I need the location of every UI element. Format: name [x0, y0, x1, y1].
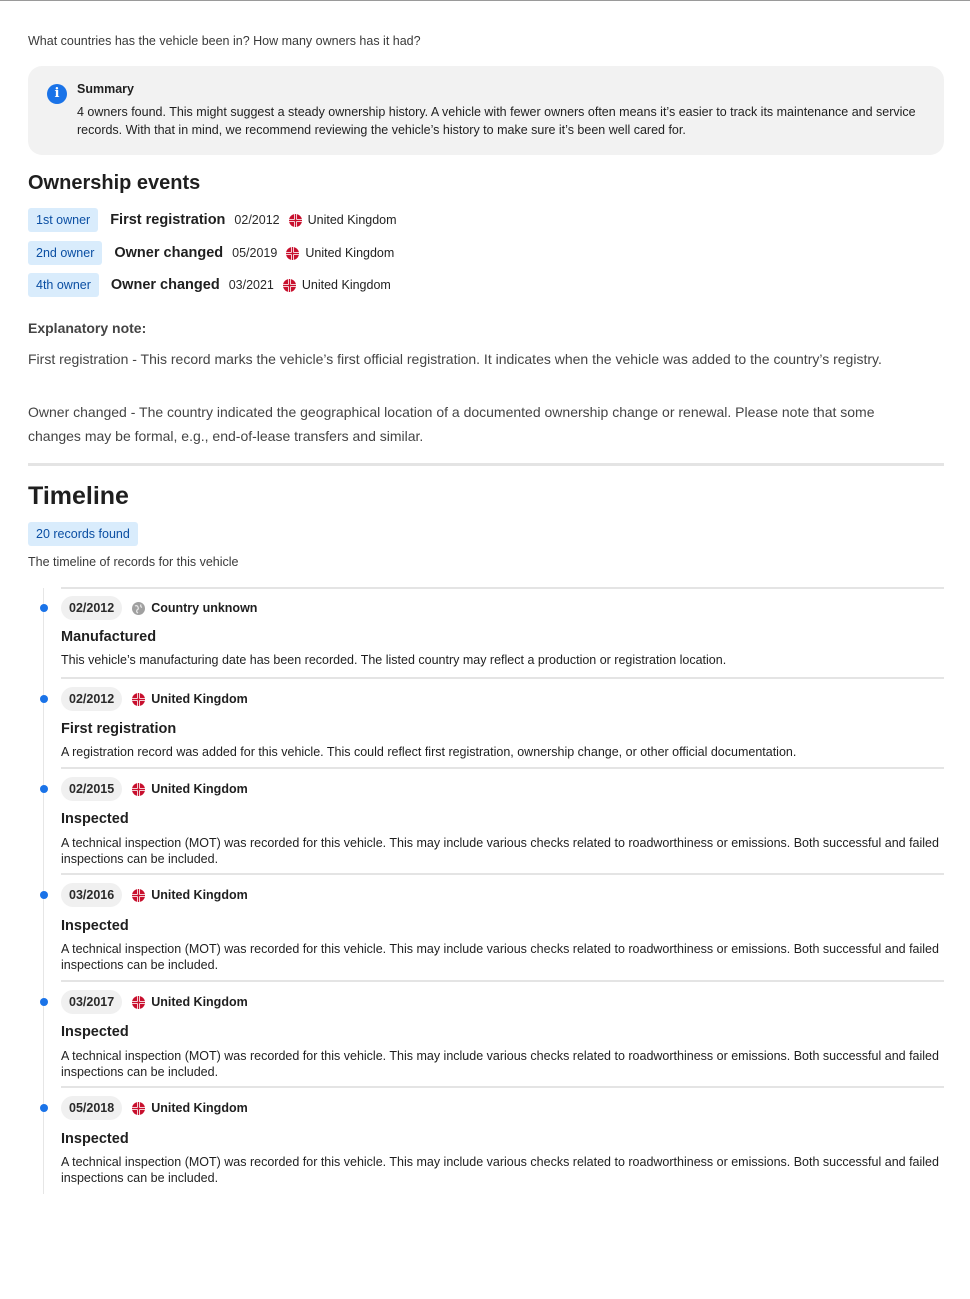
timeline-item-title: Inspected [61, 918, 129, 934]
event-date: 05/2019 [232, 246, 278, 260]
timeline-item-description: This vehicle’s manufacturing date has been recorded. The listed country may reflect a production or registration location. [61, 653, 727, 667]
timeline-item [61, 1086, 944, 1194]
timeline-item-title: Inspected [61, 1131, 129, 1147]
summary-text: 4 owners found. This might suggest a steady ownership history. A vehicle with fewer owners often means it’s easier to track its maintenance and service records. With that in mind, we recommend reviewing the vehicle’s history to make sure it’s been well cared for. [77, 105, 916, 137]
timeline-item-description: A technical inspection (MOT) was recorded for this vehicle. This may include various checks related to roadworthiness or emissions. Both successful and failed inspections can be included. [61, 942, 939, 972]
ownership-event [28, 273, 391, 297]
uk-flag-icon [132, 889, 145, 902]
intro-text: What countries has the vehicle been in? How many owners has it had? [28, 34, 421, 48]
timeline-country: United Kingdom [151, 995, 248, 1009]
explanatory-note-paragraph: First registration - This record marks the vehicle’s first official registration. It indicates when the vehicle was added to the country’s registry. [28, 351, 882, 367]
timeline-item [61, 587, 944, 678]
explanatory-note-paragraph: Owner changed - The country indicated the geographical location of a documented ownership change or renewal. Please note that some changes may be formal, e.g., end-of-lease transfers and similar. [28, 404, 875, 444]
ownership-event [28, 208, 397, 232]
timeline-item-description: A registration record was added for this vehicle. This could reflect first registration, ownership change, or other official documentation. [61, 745, 797, 759]
uk-flag-icon [132, 1102, 145, 1115]
summary-box [28, 66, 944, 155]
date-pill: 02/2012 [61, 596, 122, 620]
timeline-dot [40, 695, 48, 703]
ownership-event [28, 241, 394, 265]
timeline-item-header [61, 990, 248, 1014]
top-border [0, 0, 970, 1]
timeline-dot [40, 1104, 48, 1112]
timeline-item [61, 767, 944, 874]
event-name: Owner changed [114, 245, 224, 261]
event-name: First registration [110, 212, 226, 228]
records-count-badge: 20 records found [28, 522, 138, 546]
owner-badge: 2nd owner [28, 241, 102, 265]
timeline-dot [40, 785, 48, 793]
uk-flag-icon [132, 783, 145, 796]
uk-flag-icon [283, 279, 296, 292]
timeline-dot [40, 604, 48, 612]
date-pill: 03/2017 [61, 990, 122, 1014]
timeline-item-title: Inspected [61, 811, 129, 827]
timeline-item-header [61, 883, 248, 907]
uk-flag-icon [289, 214, 302, 227]
event-country: United Kingdom [305, 246, 395, 260]
event-date: 03/2021 [228, 278, 274, 292]
event-name: Owner changed [110, 277, 220, 293]
timeline-item-description: A technical inspection (MOT) was recorded for this vehicle. This may include various checks related to roadworthiness or emissions. Both successful and failed inspections can be included. [61, 836, 939, 866]
info-icon: i [47, 84, 67, 104]
owner-badge: 4th owner [28, 273, 99, 297]
timeline-dot [40, 891, 48, 899]
date-pill: 02/2012 [61, 687, 122, 711]
timeline-country: United Kingdom [151, 782, 248, 796]
owner-badge: 1st owner [28, 208, 98, 232]
event-date: 02/2012 [234, 213, 280, 227]
timeline-item-description: A technical inspection (MOT) was recorded for this vehicle. This may include various checks related to roadworthiness or emissions. Both successful and failed inspections can be included. [61, 1049, 939, 1079]
timeline-item-header [61, 687, 248, 711]
event-country: United Kingdom [301, 278, 391, 292]
timeline-item-title: Manufactured [61, 629, 157, 645]
timeline-item [61, 677, 944, 768]
timeline-item [61, 873, 944, 981]
timeline-item-header [61, 777, 248, 801]
timeline-item-header [61, 596, 257, 620]
timeline-country: United Kingdom [151, 1101, 248, 1115]
uk-flag-icon [286, 247, 299, 260]
uk-flag-icon [132, 996, 145, 1009]
timeline-item-title: Inspected [61, 1024, 129, 1040]
date-pill: 02/2015 [61, 777, 122, 801]
globe-icon [132, 602, 145, 615]
timeline-item-header [61, 1096, 248, 1120]
event-country: United Kingdom [307, 213, 397, 227]
explanatory-note-heading: Explanatory note: [28, 320, 147, 336]
timeline-item-title: First registration [61, 721, 177, 737]
timeline-item-description: A technical inspection (MOT) was recorded for this vehicle. This may include various checks related to roadworthiness or emissions. Both successful and failed inspections can be included. [61, 1155, 939, 1185]
timeline-dot [40, 998, 48, 1006]
date-pill: 03/2016 [61, 883, 122, 907]
section-divider [28, 463, 944, 466]
timeline-subtitle: The timeline of records for this vehicle [28, 555, 239, 569]
ownership-heading: Ownership events [28, 172, 201, 194]
timeline-heading: Timeline [28, 482, 129, 510]
timeline-country: United Kingdom [151, 888, 248, 902]
timeline-country: Country unknown [151, 601, 258, 615]
uk-flag-icon [132, 693, 145, 706]
date-pill: 05/2018 [61, 1096, 122, 1120]
summary-title: Summary [77, 82, 134, 96]
timeline-country: United Kingdom [151, 692, 248, 706]
timeline-item [61, 980, 944, 1087]
